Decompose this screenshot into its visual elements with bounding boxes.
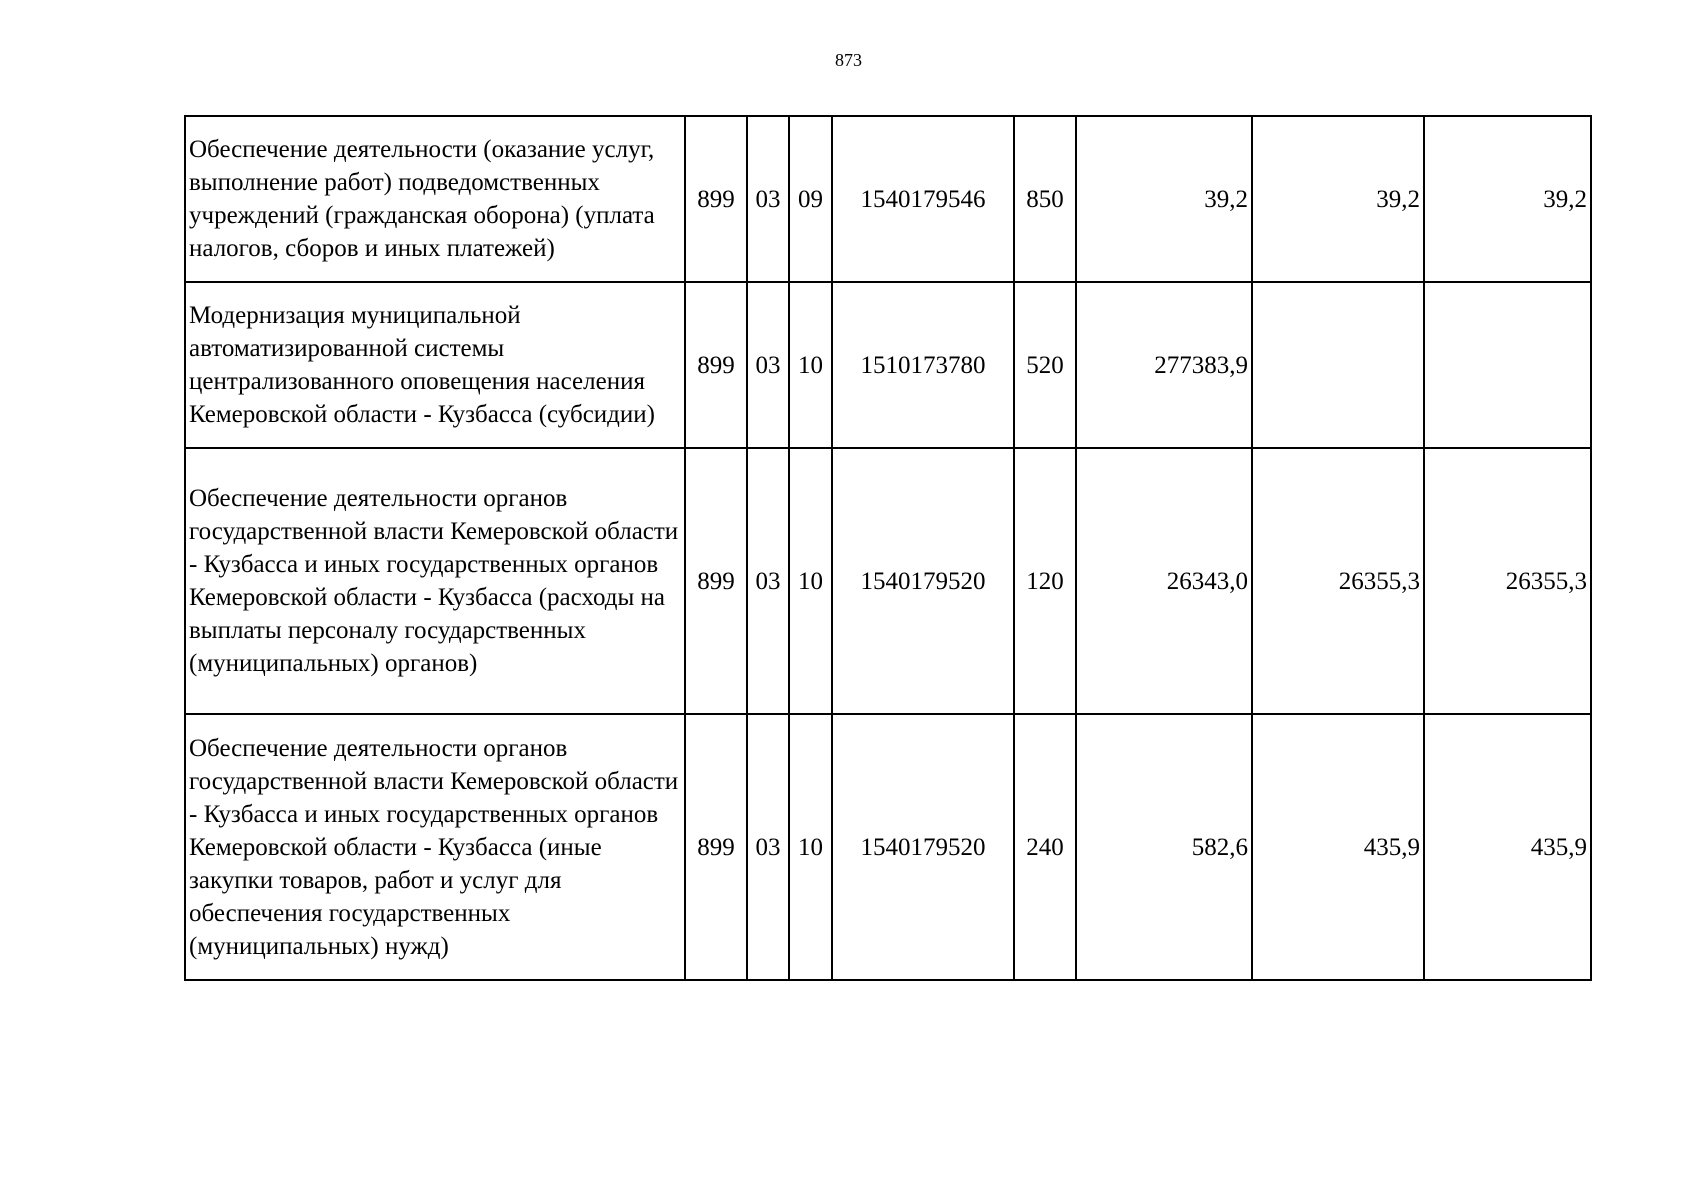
sum-year-3 xyxy=(1424,282,1591,448)
ministry-code: 899 xyxy=(685,116,747,282)
section-code: 03 xyxy=(747,448,789,714)
target-article-code: 1540179520 xyxy=(832,448,1014,714)
section-code: 03 xyxy=(747,116,789,282)
expense-type-code: 850 xyxy=(1014,116,1076,282)
row-name: Обеспечение деятельности органов государственной власти Кемеровской области - Кузбасса и иных государственных органов Кемеровской области - Кузбасса (иные закупки товаров, работ и услуг для обеспечения государственных (муниципальных) нужд) xyxy=(185,714,685,980)
subsection-code: 10 xyxy=(789,448,832,714)
ministry-code: 899 xyxy=(685,714,747,980)
sum-year-3: 39,2 xyxy=(1424,116,1591,282)
sum-year-3: 26355,3 xyxy=(1424,448,1591,714)
table-row xyxy=(185,116,1591,282)
expense-type-code: 520 xyxy=(1014,282,1076,448)
row-name: Обеспечение деятельности органов государственной власти Кемеровской области - Кузбасса и иных государственных органов Кемеровской области - Кузбасса (расходы на выплаты персоналу государственных (муниципальных) органов) xyxy=(185,448,685,714)
sum-year-1: 277383,9 xyxy=(1076,282,1252,448)
sum-year-2: 26355,3 xyxy=(1252,448,1424,714)
sum-year-1: 582,6 xyxy=(1076,714,1252,980)
sum-year-1: 26343,0 xyxy=(1076,448,1252,714)
sum-year-2 xyxy=(1252,282,1424,448)
expense-type-code: 240 xyxy=(1014,714,1076,980)
table-row xyxy=(185,448,1591,714)
section-code: 03 xyxy=(747,282,789,448)
sum-year-1: 39,2 xyxy=(1076,116,1252,282)
row-name: Обеспечение деятельности (оказание услуг, выполнение работ) подведомственных учреждений (гражданская оборона) (уплата налогов, сборов и иных платежей) xyxy=(185,116,685,282)
sum-year-2: 39,2 xyxy=(1252,116,1424,282)
target-article-code: 1510173780 xyxy=(832,282,1014,448)
target-article-code: 1540179520 xyxy=(832,714,1014,980)
table-row xyxy=(185,714,1591,980)
table-row xyxy=(185,282,1591,448)
subsection-code: 10 xyxy=(789,714,832,980)
section-code: 03 xyxy=(747,714,789,980)
budget-table xyxy=(184,115,1592,981)
ministry-code: 899 xyxy=(685,448,747,714)
expense-type-code: 120 xyxy=(1014,448,1076,714)
ministry-code: 899 xyxy=(685,282,747,448)
sum-year-2: 435,9 xyxy=(1252,714,1424,980)
sum-year-3: 435,9 xyxy=(1424,714,1591,980)
subsection-code: 10 xyxy=(789,282,832,448)
page-number: 873 xyxy=(835,50,862,70)
target-article-code: 1540179546 xyxy=(832,116,1014,282)
row-name: Модернизация муниципальной автоматизированной системы централизованного оповещения населения Кемеровской области - Кузбасса (субсидии) xyxy=(185,282,685,448)
subsection-code: 09 xyxy=(789,116,832,282)
